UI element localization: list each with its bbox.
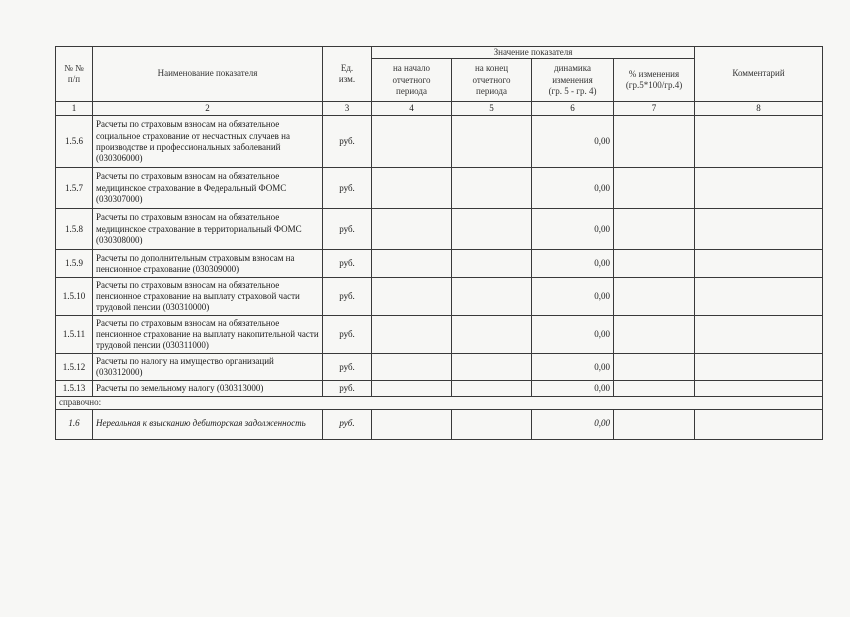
header-comment: Комментарий: [695, 47, 823, 102]
row-comment: [695, 381, 823, 397]
row-end: [452, 316, 532, 354]
row-dynamics: 0,00: [532, 354, 614, 381]
row-num: 1.5.7: [56, 168, 93, 209]
row-start: [372, 250, 452, 278]
indicators-table: [55, 46, 823, 440]
header-row-1: [56, 47, 823, 59]
row-dynamics: 0,00: [532, 381, 614, 397]
row-num: 1.5.12: [56, 354, 93, 381]
col-number: 7: [614, 102, 695, 116]
row-dynamics: 0,00: [532, 209, 614, 250]
row-percent: [614, 278, 695, 316]
table-row: [56, 381, 823, 397]
col-number: 5: [452, 102, 532, 116]
row-end: [452, 116, 532, 168]
row-num: 1.5.8: [56, 209, 93, 250]
row-dynamics: 0,00: [532, 278, 614, 316]
row-unit: руб.: [323, 316, 372, 354]
col-number: 1: [56, 102, 93, 116]
table-row: [56, 316, 823, 354]
row-name: Расчеты по страховым взносам на обязательное социальное страхование от несчастных случаев на производстве и профессиональных заболеваний (030306000): [93, 116, 323, 168]
row-num: 1.5.9: [56, 250, 93, 278]
header-num: № № п/п: [56, 47, 93, 102]
row-dynamics: 0,00: [532, 168, 614, 209]
note-label: справочно:: [56, 397, 823, 409]
table-row: [56, 116, 823, 168]
table-row: [56, 278, 823, 316]
total-row: [56, 409, 823, 439]
row-comment: [695, 250, 823, 278]
row-comment: [695, 209, 823, 250]
row-percent: [614, 250, 695, 278]
row-comment: [695, 168, 823, 209]
header-dynamics: динамика изменения (гр. 5 - гр. 4): [532, 59, 614, 102]
total-percent: [614, 409, 695, 439]
row-name: Расчеты по налогу на имущество организаций (030312000): [93, 354, 323, 381]
header-start: на начало отчетного периода: [372, 59, 452, 102]
col-number: 6: [532, 102, 614, 116]
total-unit: руб.: [323, 409, 372, 439]
note-row: [56, 397, 823, 409]
col-number: 4: [372, 102, 452, 116]
row-percent: [614, 168, 695, 209]
total-end: [452, 409, 532, 439]
col-number: 2: [93, 102, 323, 116]
row-start: [372, 278, 452, 316]
row-percent: [614, 354, 695, 381]
row-name: Расчеты по страховым взносам на обязательное пенсионное страхование на выплату накопительной части трудовой пенсии (030311000): [93, 316, 323, 354]
row-end: [452, 250, 532, 278]
total-name: Нереальная к взысканию дебиторская задолженность: [93, 409, 323, 439]
row-unit: руб.: [323, 250, 372, 278]
row-comment: [695, 316, 823, 354]
row-comment: [695, 278, 823, 316]
total-num: 1.6: [56, 409, 93, 439]
row-name: Расчеты по страховым взносам на обязательное пенсионное страхование на выплату страховой части трудовой пенсии (030310000): [93, 278, 323, 316]
header-value-group: Значение показателя: [372, 47, 695, 59]
row-end: [452, 381, 532, 397]
row-comment: [695, 116, 823, 168]
row-unit: руб.: [323, 354, 372, 381]
row-start: [372, 168, 452, 209]
row-start: [372, 381, 452, 397]
row-unit: руб.: [323, 209, 372, 250]
row-percent: [614, 381, 695, 397]
header-end: на конец отчетного периода: [452, 59, 532, 102]
row-percent: [614, 316, 695, 354]
row-dynamics: 0,00: [532, 316, 614, 354]
row-end: [452, 168, 532, 209]
row-percent: [614, 209, 695, 250]
row-start: [372, 316, 452, 354]
col-number: 3: [323, 102, 372, 116]
table-row: [56, 209, 823, 250]
row-num: 1.5.6: [56, 116, 93, 168]
row-name: Расчеты по земельному налогу (030313000): [93, 381, 323, 397]
row-dynamics: 0,00: [532, 250, 614, 278]
row-name: Расчеты по страховым взносам на обязательное медицинское страхование в Федеральный ФОМС (030307000): [93, 168, 323, 209]
row-name: Расчеты по страховым взносам на обязательное медицинское страхование в территориальный ФОМС (030308000): [93, 209, 323, 250]
row-unit: руб.: [323, 381, 372, 397]
row-start: [372, 116, 452, 168]
row-unit: руб.: [323, 278, 372, 316]
total-start: [372, 409, 452, 439]
row-end: [452, 354, 532, 381]
col-number: 8: [695, 102, 823, 116]
column-numbers-row: [56, 102, 823, 116]
row-start: [372, 209, 452, 250]
total-comment: [695, 409, 823, 439]
table-row: [56, 250, 823, 278]
header-name: Наименование показателя: [93, 47, 323, 102]
total-dynamics: 0,00: [532, 409, 614, 439]
row-unit: руб.: [323, 168, 372, 209]
row-unit: руб.: [323, 116, 372, 168]
row-name: Расчеты по дополнительным страховым взносам на пенсионное страхование (030309000): [93, 250, 323, 278]
row-comment: [695, 354, 823, 381]
row-end: [452, 278, 532, 316]
row-num: 1.5.10: [56, 278, 93, 316]
table-row: [56, 354, 823, 381]
table-row: [56, 168, 823, 209]
row-percent: [614, 116, 695, 168]
row-num: 1.5.13: [56, 381, 93, 397]
header-unit: Ед. изм.: [323, 47, 372, 102]
row-dynamics: 0,00: [532, 116, 614, 168]
row-num: 1.5.11: [56, 316, 93, 354]
row-start: [372, 354, 452, 381]
header-percent: % изменения (гр.5*100/гр.4): [614, 59, 695, 102]
row-end: [452, 209, 532, 250]
